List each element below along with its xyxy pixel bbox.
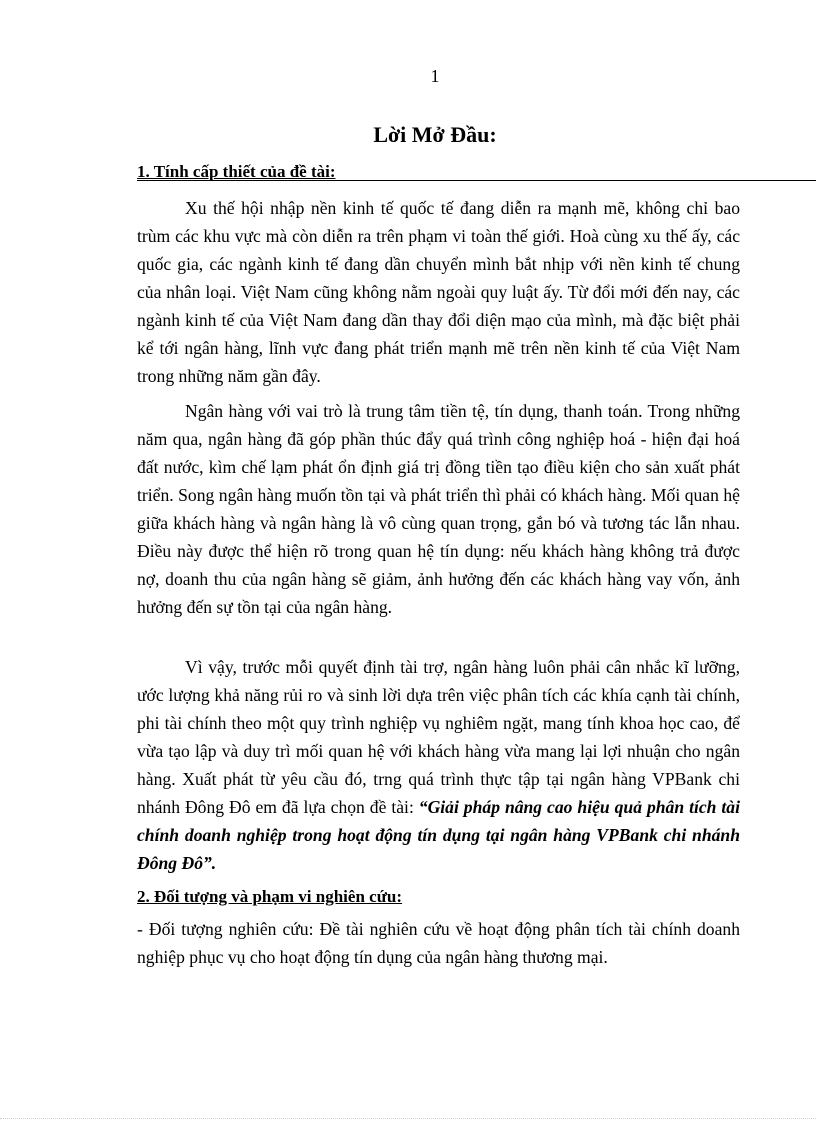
paragraph-bank-role: Ngân hàng với vai trò là trung tâm tiền tệ, tín dụng, thanh toán. Trong những năm qua, ngân hàng đã góp phần thúc đẩy quá trình công nghiệp hoá - hiện đại hoá đất nước, kìm chế lạm phát ổn định giá trị đồng tiền tạo điều kiện cho sản xuất phát triển. Song ngân hàng muốn tồn tại và phát triển thì phải có khách hàng. Mối quan hệ giữa khách hàng và ngân hàng là vô cùng quan trọng, gắn bó và tương tác lẫn nhau. Điều này được thể hiện rõ trong quan hệ tín dụng: nếu khách hàng không trả được nợ, doanh thu của ngân hàng sẽ giảm, ảnh hưởng đến các khách hàng vay vốn, ảnh hưởng đến sự tồn tại của ngân hàng. xyxy=(137,401,740,617)
page-number: 1 xyxy=(430,66,440,86)
section-heading-urgency: 1. Tính cấp thiết của đề tài: xyxy=(137,162,336,181)
paragraph-globalization: Xu thế hội nhập nền kinh tế quốc tế đang diễn ra mạnh mẽ, không chỉ bao trùm các khu vực mà còn diễn ra trên phạm vi toàn thế giới. Hoà cùng xu thế ấy, các quốc gia, các ngành kinh tế đang dần chuyển mình bắt nhịp với nền kinh tế chung của nhân loại. Việt Nam cũng không nằm ngoài quy luật ấy. Từ đổi mới đến nay, các ngành kinh tế của Việt Nam đang dần thay đổi diện mạo của mình, mà đặc biệt phải kể tới ngân hàng, lĩnh vực đang phát triển mạnh mẽ trên nền kinh tế của Việt Nam trong những năm gần đây. xyxy=(137,198,740,386)
paragraph-topic-text: Vì vậy, trước mỗi quyết định tài trợ, ngân hàng luôn phải cân nhắc kĩ lưỡng, ước lượng khả năng rủi ro và sinh lời dựa trên việc phân tích các khía cạnh tài chính, phi tài chính theo một quy trình nghiệp vụ nghiêm ngặt, mang tính khoa học cao, để vừa tạo lập và duy trì mối quan hệ với khách hàng vừa mang lại lợi nhuận cho ngân hàng. Xuất phát từ yêu cầu đó, trng quá trình thực tập tại ngân hàng VPBank chi nhánh Đông Đô em đã lựa chọn đề tài: xyxy=(137,657,740,817)
document-title: Lời Mở Đầu: xyxy=(373,122,497,147)
heading-underline-rule xyxy=(137,180,816,181)
paragraph-research-object: - Đối tượng nghiên cứu: Đề tài nghiên cứu về hoạt động phân tích tài chính doanh nghiệp phục vụ cho hoạt động tín dụng của ngân hàng thương mại. xyxy=(137,919,740,967)
thesis-title-emphasis: “Giải pháp nâng cao hiệu quả phân tích tài chính doanh nghiệp trong hoạt động tín dụng tại ngân hàng VPBank chi nhánh Đông Đô”. xyxy=(137,797,740,873)
section-heading-scope: 2. Đối tượng và phạm vi nghiên cứu: xyxy=(137,887,403,906)
paragraph-topic-choice xyxy=(137,653,740,877)
page-bottom-divider xyxy=(0,1118,816,1119)
